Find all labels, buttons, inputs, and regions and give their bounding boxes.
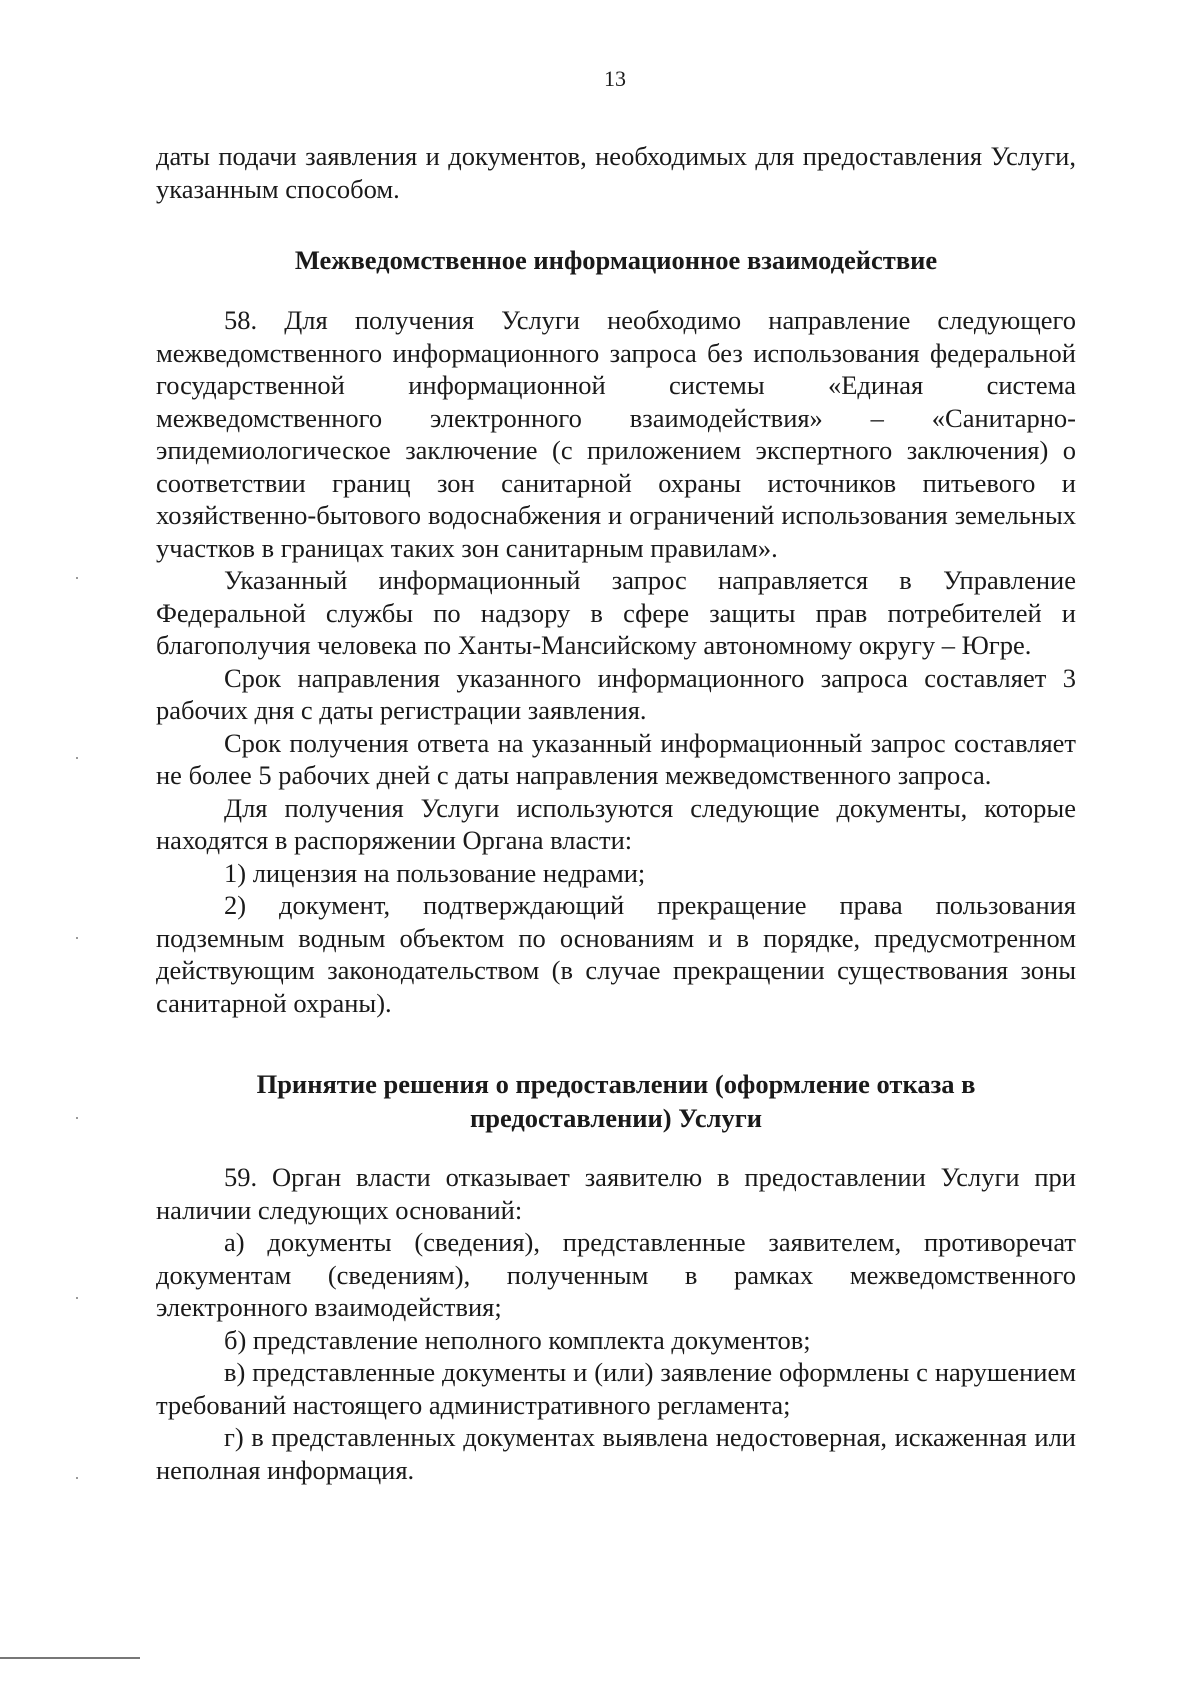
list-item-g: г) в представленных документах выявлена недостоверная, искаженная или неполная информация. bbox=[156, 1422, 1076, 1485]
paragraph-request-deadline: Срок направления указанного информационного запроса составляет 3 рабочих дня с даты регистрации заявления. bbox=[156, 662, 1076, 725]
intro-paragraph: даты подачи заявления и документов, необходимых для предоставления Услуги, указанным способом. bbox=[156, 141, 1076, 204]
section-heading-interagency: Межведомственное информационное взаимодействие bbox=[294, 245, 938, 275]
section-heading-decision: Принятие решения о предоставлении (оформление отказа в предоставлении) Услуги bbox=[256, 1069, 976, 1133]
list-item-v: в) представленные документы и (или) заявление оформлены с нарушением требований настоящего административного регламента; bbox=[156, 1357, 1076, 1420]
list-item-a: а) документы (сведения), представленные заявителем, противоречат документам (сведениям), полученным в рамках межведомственного электронного взаимодействия; bbox=[156, 1227, 1076, 1322]
list-item-b: б) представление неполного комплекта документов; bbox=[224, 1324, 811, 1355]
scan-margin-mark bbox=[76, 1117, 78, 1119]
document-body bbox=[156, 140, 1076, 1486]
scan-edge-line bbox=[0, 1657, 140, 1659]
scan-margin-mark bbox=[76, 757, 78, 759]
scan-margin-mark bbox=[76, 1297, 78, 1299]
scan-margin-mark bbox=[76, 937, 78, 939]
list-item-termination-document: 2) документ, подтверждающий прекращение права пользования подземным водным объектом по основаниям и в порядке, предусмотренном действующим законодательством (в случае прекращении существования зоны санитарной охраны). bbox=[156, 890, 1076, 1018]
paragraph-58: 58. Для получения Услуги необходимо направление следующего межведомственного информационного запроса без использования федеральной государственной информационной системы «Единая система межведомственного электронного взаимодействия» – «Санитарно-эпидемиологическое заключение (с приложением экспертного заключения) о соответствии границ зон санитарной охраны источников питьевого и хозяйственно-бытового водоснабжения и ограничений использования земельных участков в границах таких зон санитарным правилам». bbox=[156, 305, 1076, 563]
scan-margin-mark bbox=[76, 1477, 78, 1479]
list-item-license: 1) лицензия на пользование недрами; bbox=[224, 857, 646, 888]
paragraph-documents-intro: Для получения Услуги используются следующие документы, которые находятся в распоряжении Органа власти: bbox=[156, 792, 1076, 855]
paragraph-59: 59. Орган власти отказывает заявителю в предоставлении Услуги при наличии следующих оснований: bbox=[156, 1162, 1076, 1225]
scan-margin-mark bbox=[76, 577, 78, 579]
paragraph-request-recipient: Указанный информационный запрос направляется в Управление Федеральной службы по надзору в сфере защиты прав потребителей и благополучия человека по Ханты-Мансийскому автономному округу – Югре. bbox=[156, 565, 1076, 660]
page-number: 13 bbox=[604, 66, 626, 91]
paragraph-response-deadline: Срок получения ответа на указанный информационный запрос составляет не более 5 рабочих дней с даты направления межведомственного запроса. bbox=[156, 727, 1076, 790]
